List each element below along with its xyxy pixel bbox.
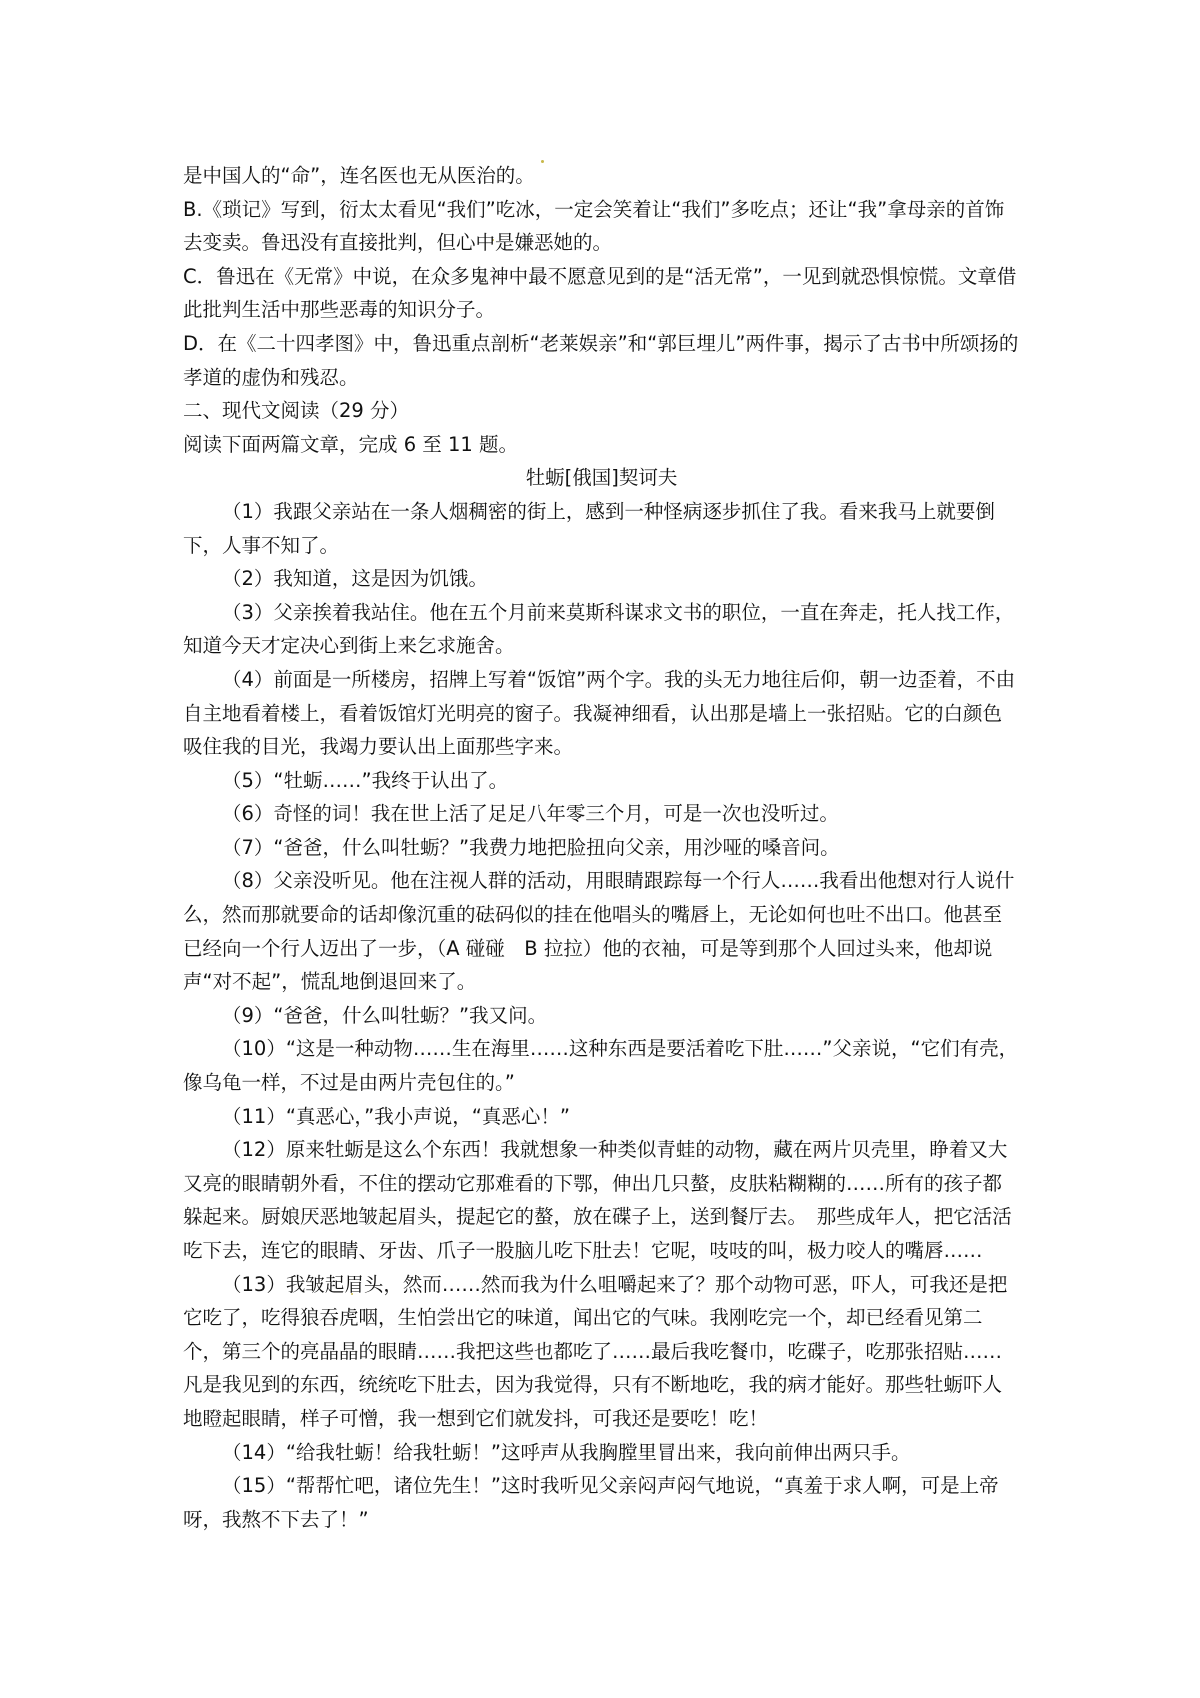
paragraph: （6）奇怪的词！我在世上活了足足八年零三个月，可是一次也没听过。 — [222, 802, 839, 826]
paragraph: （9）“爸爸，什么叫牡蛎？”我又问。 — [222, 1003, 548, 1027]
paragraph: （5）“牡蛎……”我终于认出了。 — [222, 768, 509, 792]
paragraph: （12）原来牡蛎是这么个东西！我就想象一种类似青蛙的动物，藏在两片贝壳里，睁着又大又亮的眼睛朝外看，不住的摆动它那难看的下鄂，伸出几只螯，皮肤粘糊糊的……所有的孩子都躲起来。厨娘厌恶地皱起眉头，提起它的螯，放在碟子上，送到餐厅去。 那些成年人，把它活活吃下去，连它的眼睛、牙齿、爪子一股脑儿吃下肚去！它呢，吱吱的叫，极力咬人的嘴唇…… — [183, 1138, 1012, 1262]
paragraph: （11）“真恶心，”我小声说，“真恶心！” — [222, 1104, 570, 1128]
paragraph: （15）“帮帮忙吧，诸位先生！”这时我听见父亲闷声闷气地说，“真羞于求人啊，可是上帝呀，我熬不下去了！” — [183, 1474, 999, 1531]
paragraph: （13）我皱起眉头，然而……然而我为什么咀嚼起来了？那个动物可恶，吓人，可我还是把它吃了，吃得狼吞虎咽，生怕尝出它的味道，闻出它的气味。我刚吃完一个，却已经看见第二个，第三个的亮晶晶的眼睛……我把这些也都吃了……最后我吃餐巾，吃碟子，吃那张招贴……凡是我见到的东西，统统吃下肚去，因为我觉得，只有不断地吃，我的病才能好。那些牡蛎吓人地瞪起眼睛，样子可憎，我一想到它们就发抖，可我还是要吃！吃！ — [183, 1272, 1008, 1430]
paragraph: （2）我知道，这是因为饥饿。 — [222, 567, 488, 591]
paragraph: （4）前面是一所楼房，招牌上写着“饭馆”两个字。我的头无力地往后仰，朝一边歪着，不由自主地看着楼上，看着饭馆灯光明亮的窗子。我凝神细看，认出那是墙上一张招贴。它的白颜色吸住我的目光，我竭力要认出上面那些字来。 — [183, 667, 1016, 759]
section-heading: 二、现代文阅读（29 分） — [183, 399, 410, 423]
option-c: C．鲁迅在《无常》中说，在众多鬼神中最不愿意见到的是“活无常”，一见到就恐惧惊慌。文章借此批判生活中那些恶毒的知识分子。 — [183, 264, 1017, 322]
paragraph: （3）父亲挨着我站住。他在五个月前来莫斯科谋求文书的职位，一直在奔走，托人找工作，知道今天才定决心到街上来乞求施舍。 — [183, 600, 1015, 658]
section-instruction: 阅读下面两篇文章，完成 6 至 11 题。 — [183, 432, 519, 456]
paragraph: （10）“这是一种动物……生在海里……这种东西是要活着吃下肚……”父亲说，“它们有壳，像乌龟一样，不过是由两片壳包住的。” — [183, 1037, 1019, 1095]
article-title: 牡蛎[俄国]契诃夫 — [525, 466, 678, 490]
document-body — [183, 159, 1020, 1536]
paragraph: （7）“爸爸，什么叫牡蛎？”我费力地把脸扭向父亲，用沙哑的嗓音问。 — [222, 835, 840, 859]
option-a-tail: 是中国人的“命”，连名医也无从医治的。 — [183, 164, 535, 187]
option-d: D．在《二十四孝图》中，鲁迅重点剖析“老莱娱亲”和“郭巨埋儿”两件事，揭示了古书中所颂扬的孝道的虚伪和残忍。 — [183, 331, 1019, 389]
paragraph: （8）父亲没听见。他在注视人群的活动，用眼睛跟踪每一个行人……我看出他想对行人说什么，然而那就要命的话却像沉重的砝码似的挂在他唱头的嘴唇上，无论如何也吐不出口。他甚至已经向一个行人迈出了一步，（A 碰碰 B 拉拉）他的衣袖，可是等到那个人回过头来，他却说声“对不起”，慌乱地倒退回来了。 — [183, 869, 1015, 994]
paragraph: （1）我跟父亲站在一条人烟稠密的街上，感到一种怪病逐步抓住了我。看来我马上就要倒下，人事不知了。 — [183, 499, 995, 557]
paragraph: （14）“给我牡蛎！给我牡蛎！”这呼声从我胸膛里冒出来，我向前伸出两只手。 — [222, 1440, 911, 1464]
option-b: B.《琐记》写到，衍太太看见“我们”吃冰，一定会笑着让“我们”多吃点；还让“我”拿母亲的首饰去变卖。鲁迅没有直接批判，但心中是嫌恶她的。 — [183, 197, 1005, 255]
